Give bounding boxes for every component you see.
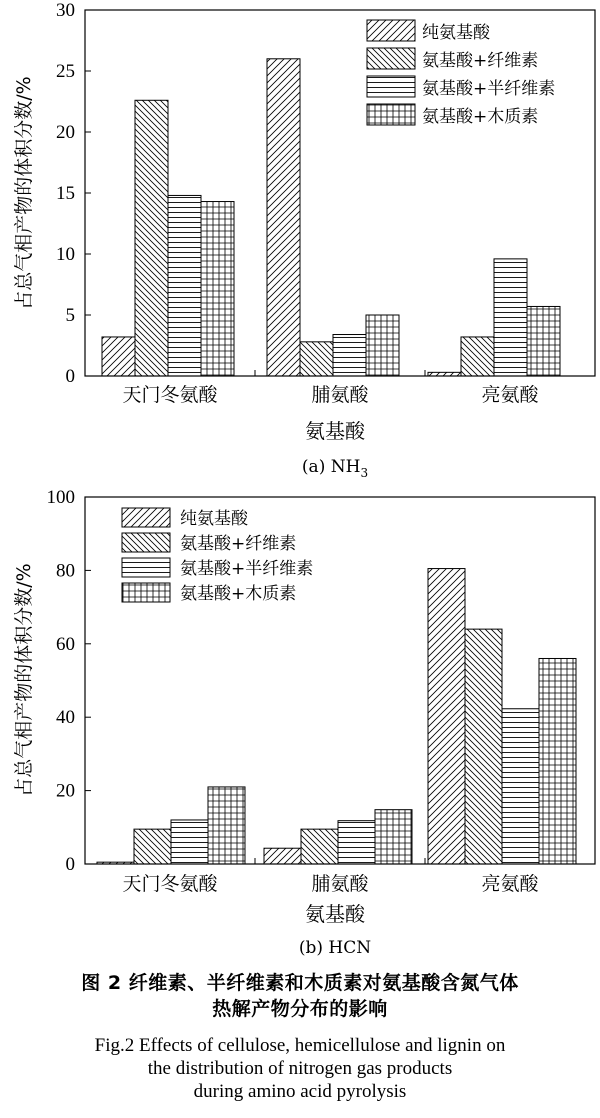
y-tick-label-nh3: 30 <box>56 0 75 21</box>
bar-hcn-series-1-cat-2 <box>264 848 301 864</box>
legend-label-hcn-2: 氨基酸+纤维素 <box>180 534 297 554</box>
legend-swatch-hcn-1 <box>122 508 170 527</box>
y-tick-label-nh3: 0 <box>65 366 75 387</box>
chart-nh3 <box>13 0 595 480</box>
panel-label-nh3: (a) $NH_3$ <box>301 457 369 480</box>
bar-hcn-series-2-cat-1 <box>134 829 171 864</box>
y-tick-label-hcn: 100 <box>46 487 75 508</box>
bar-nh3-series-2-cat-2 <box>300 342 333 376</box>
y-ticks-hcn <box>47 487 92 875</box>
legend-label-nh3-3: 氨基酸+半纤维素 <box>422 79 556 99</box>
bar-hcn-series-4-cat-1 <box>208 787 245 864</box>
bars-hcn <box>97 569 576 864</box>
legend-swatch-nh3-4 <box>367 104 415 125</box>
caption-cn-line-1: 图 2 纤维素、半纤维素和木质素对氨基酸含氮气体 <box>81 972 519 994</box>
bar-nh3-series-3-cat-1 <box>168 195 201 376</box>
x-tick-label-nh3-3: 亮氨酸 <box>481 384 539 406</box>
caption-en-line-1: Fig.2 Effects of cellulose, hemicellulose and lignin on <box>94 1035 506 1056</box>
x-tick-label-hcn-2: 脯氨酸 <box>311 873 369 895</box>
bar-nh3-series-2-cat-1 <box>135 100 168 376</box>
caption-cn-line-2: 热解产物分布的影响 <box>212 998 388 1020</box>
y-tick-label-hcn: 40 <box>56 707 75 729</box>
y-tick-label-nh3: 10 <box>56 244 75 265</box>
y-axis-label-nh3: 占总气相产物的体积分数/% <box>13 76 35 310</box>
y-tick-label-nh3: 25 <box>56 61 75 82</box>
bar-hcn-series-3-cat-1 <box>171 820 208 864</box>
legend-hcn <box>122 508 313 604</box>
caption-en-line-3: during amino acid pyrolysis <box>193 1081 407 1102</box>
legend-label-hcn-1: 纯氨基酸 <box>180 509 248 529</box>
chart-hcn <box>13 487 595 958</box>
bar-nh3-series-1-cat-1 <box>102 337 135 376</box>
legend-swatch-hcn-2 <box>122 533 170 552</box>
x-tick-label-nh3-2: 脯氨酸 <box>311 384 369 406</box>
bar-nh3-series-4-cat-3 <box>527 306 560 376</box>
bar-nh3-series-4-cat-1 <box>201 202 234 376</box>
y-tick-label-nh3: 15 <box>56 183 75 204</box>
legend-label-hcn-4: 氨基酸+木质素 <box>180 584 297 604</box>
legend-label-nh3-2: 氨基酸+纤维素 <box>422 51 539 71</box>
bar-nh3-series-2-cat-3 <box>461 337 494 376</box>
bar-nh3-series-1-cat-2 <box>267 59 300 376</box>
x-axis-label-hcn: 氨基酸 <box>305 902 365 926</box>
bar-nh3-series-3-cat-2 <box>333 335 366 376</box>
legend-label-nh3-4: 氨基酸+木质素 <box>422 107 539 127</box>
legend-nh3 <box>367 20 555 127</box>
bar-hcn-series-4-cat-2 <box>375 810 412 864</box>
x-tick-label-hcn-1: 天门冬氨酸 <box>122 873 218 895</box>
bar-nh3-series-4-cat-2 <box>366 315 399 376</box>
y-tick-label-hcn: 80 <box>56 560 75 582</box>
bar-hcn-series-3-cat-3 <box>502 709 539 864</box>
bar-hcn-series-2-cat-3 <box>465 629 502 864</box>
bar-hcn-series-4-cat-3 <box>539 658 576 864</box>
x-axis-label-nh3: 氨基酸 <box>305 419 365 443</box>
y-tick-label-hcn: 0 <box>65 854 75 875</box>
legend-swatch-nh3-1 <box>367 20 415 41</box>
y-tick-label-hcn: 20 <box>56 780 75 802</box>
legend-label-hcn-3: 氨基酸+半纤维素 <box>180 559 314 579</box>
y-axis-label-hcn: 占总气相产物的体积分数/% <box>13 563 35 797</box>
y-tick-label-nh3: 5 <box>65 305 75 326</box>
y-ticks-nh3 <box>56 0 91 387</box>
bar-hcn-series-2-cat-2 <box>301 829 338 864</box>
bar-hcn-series-1-cat-3 <box>428 569 465 864</box>
legend-swatch-nh3-3 <box>367 76 415 97</box>
legend-label-nh3-1: 纯氨基酸 <box>422 23 490 43</box>
y-tick-label-nh3: 20 <box>56 122 75 143</box>
panel-label-hcn: (b) HCN <box>298 938 372 958</box>
bar-hcn-series-3-cat-2 <box>338 821 375 864</box>
legend-swatch-hcn-3 <box>122 558 170 577</box>
y-tick-label-hcn: 60 <box>56 633 75 655</box>
legend-swatch-hcn-4 <box>122 583 170 602</box>
legend-swatch-nh3-2 <box>367 48 415 69</box>
x-tick-label-nh3-1: 天门冬氨酸 <box>122 384 218 406</box>
bar-nh3-series-3-cat-3 <box>494 259 527 376</box>
caption-en-line-2: the distribution of nitrogen gas products <box>147 1058 453 1079</box>
x-tick-label-hcn-3: 亮氨酸 <box>481 873 539 895</box>
